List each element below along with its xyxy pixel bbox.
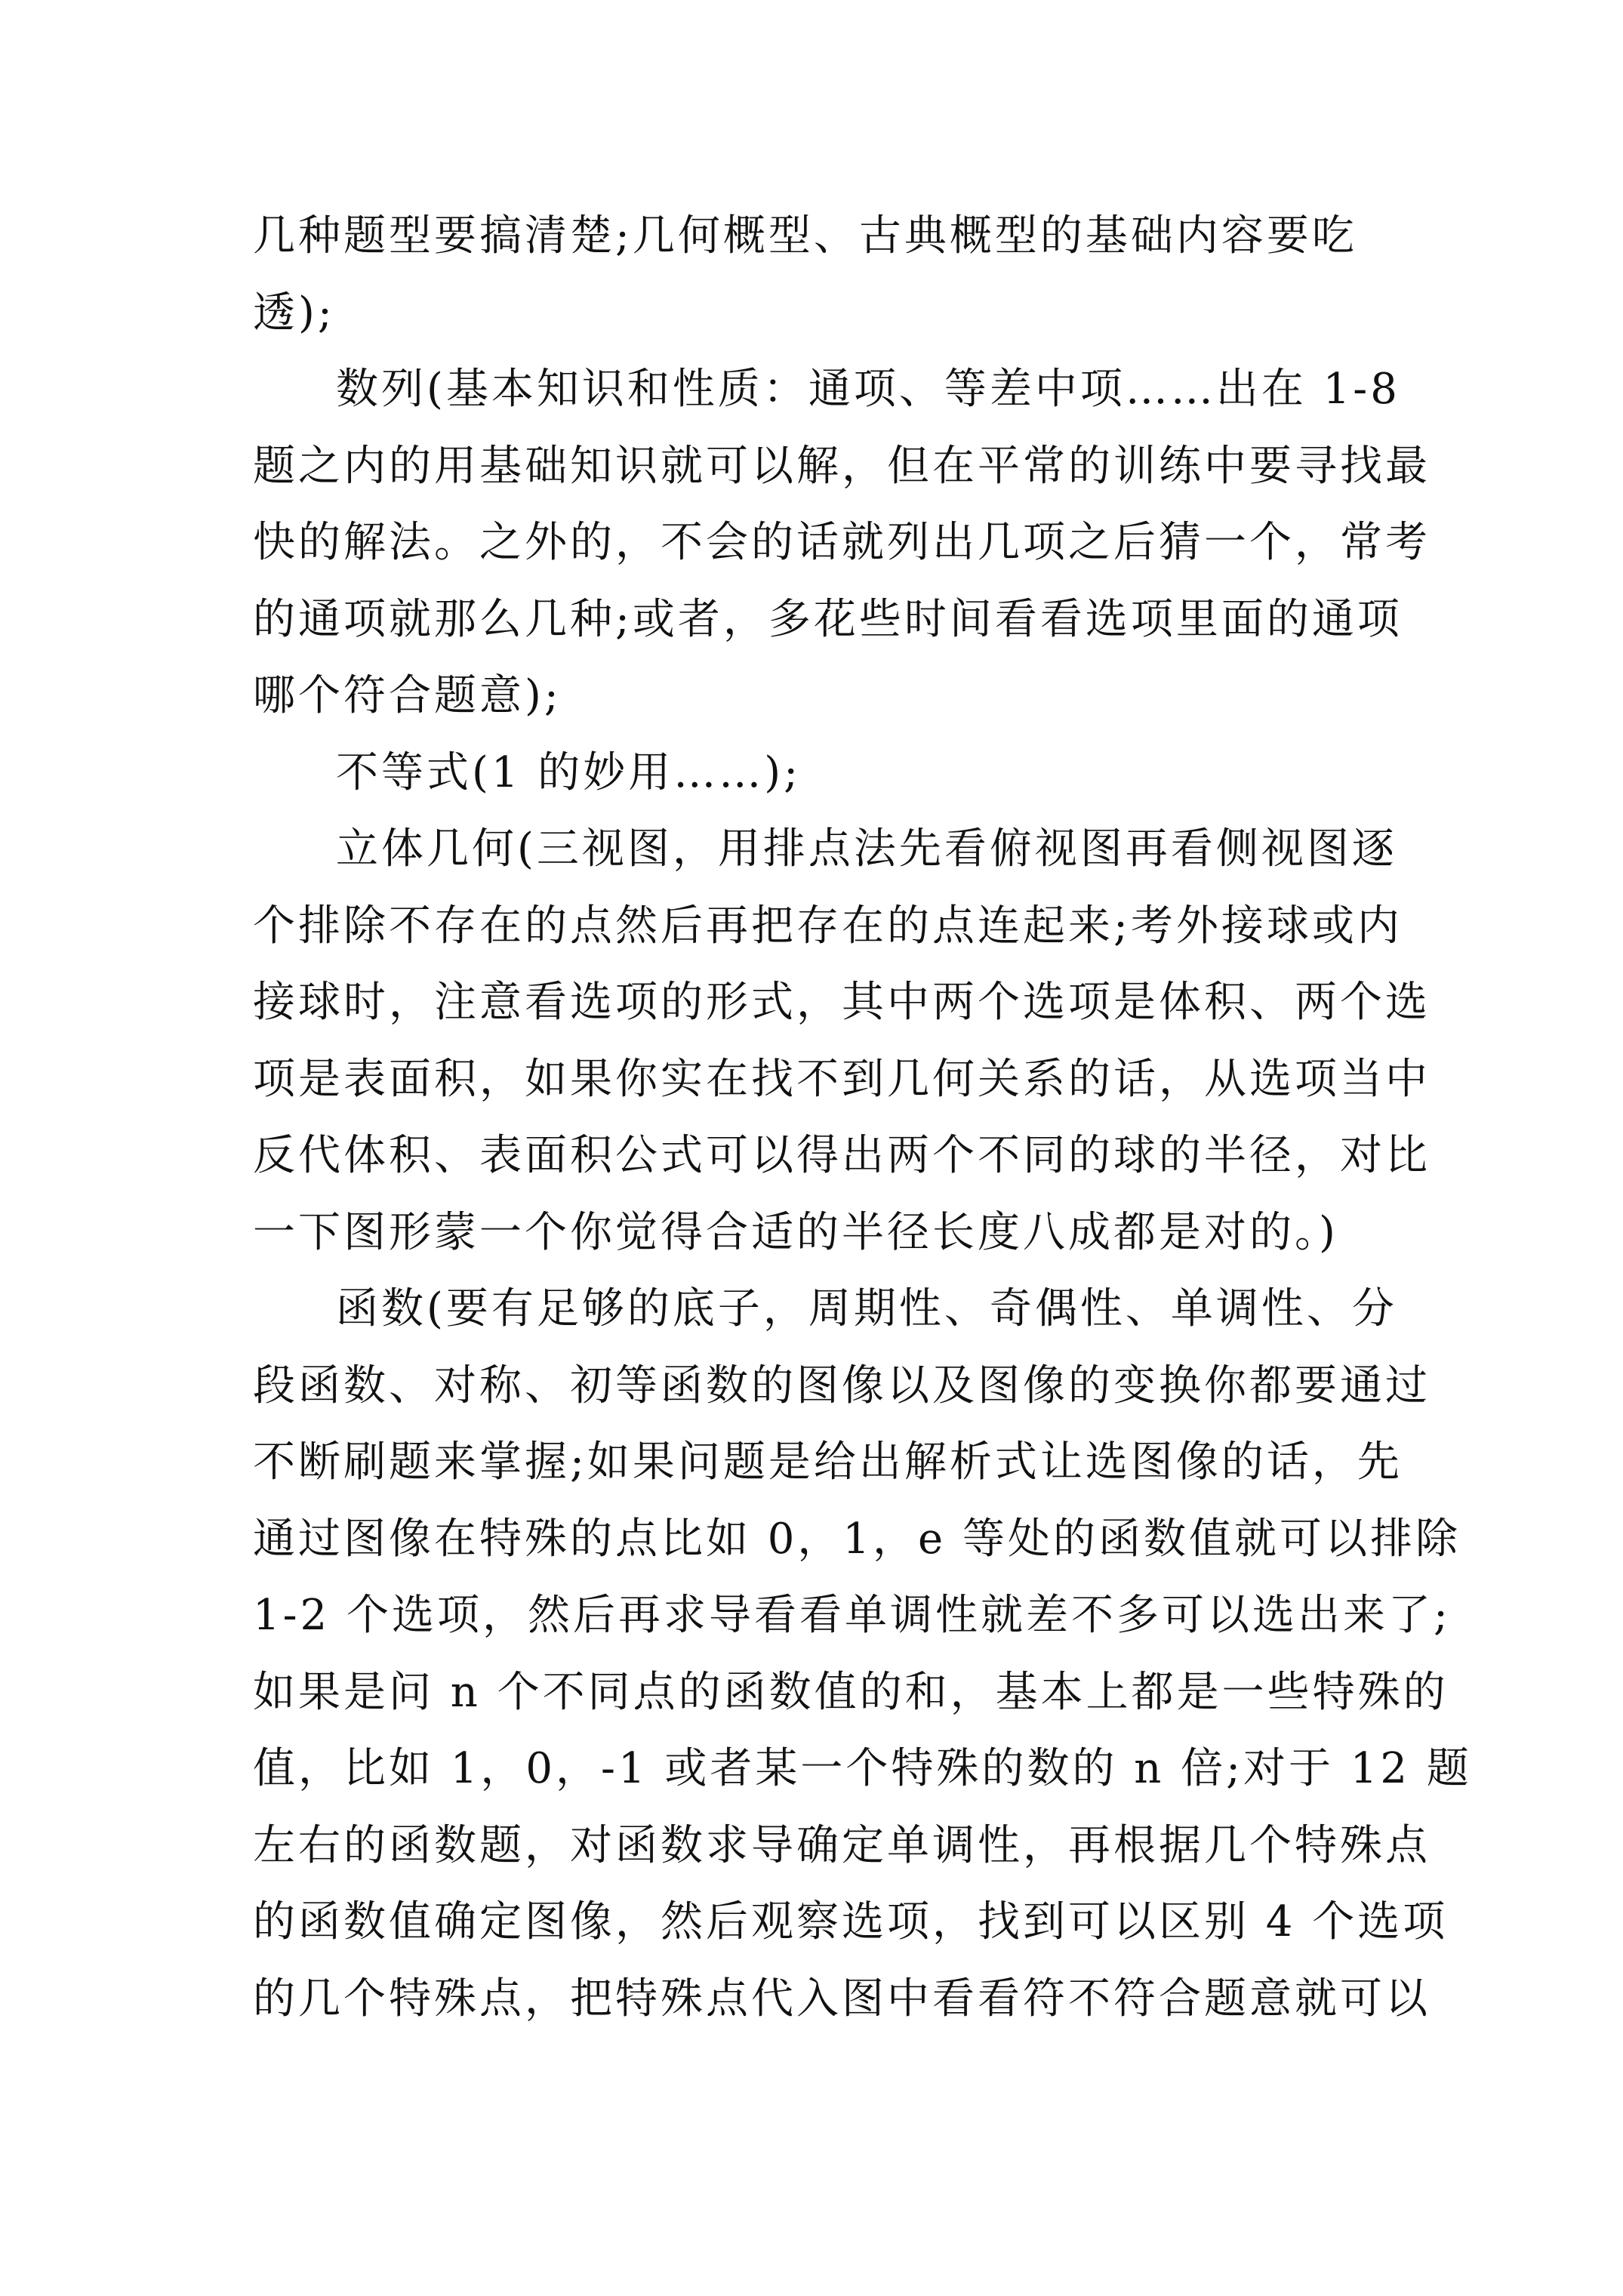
body-text bbox=[253, 198, 1472, 2037]
text-line: 几种题型要搞清楚;几何概型、古典概型的基础内容要吃 bbox=[253, 211, 1357, 260]
text-line: 透); bbox=[253, 288, 335, 337]
text-line: 题之内的用基础知识就可以解，但在平常的训练中要寻找最 bbox=[253, 441, 1431, 491]
text-line: 值，比如 1，0，-1 或者某一个特殊的数的 n 倍;对于 12 题 bbox=[253, 1744, 1472, 1793]
text-line: 项是表面积，如果你实在找不到几何关系的话，从选项当中 bbox=[253, 1054, 1431, 1104]
text-line: 反代体积、表面积公式可以得出两个不同的球的半径，对比 bbox=[253, 1131, 1431, 1180]
text-line: 左右的函数题，对函数求导确定单调性，再根据几个特殊点 bbox=[253, 1820, 1431, 1870]
text-line: 个排除不存在的点然后再把存在的点连起来;考外接球或内 bbox=[253, 901, 1403, 951]
text-line: 快的解法。之外的，不会的话就列出几项之后猜一个，常考 bbox=[253, 518, 1431, 567]
text-line: 不断刷题来掌握;如果问题是给出解析式让选图像的话，先 bbox=[253, 1438, 1403, 1487]
paragraph-start-solid-geometry: 立体几何(三视图，用排点法先看俯视图再看侧视图逐 bbox=[336, 824, 1397, 874]
text-line: 的几个特殊点，把特殊点代入图中看看符不符合题意就可以 bbox=[253, 1974, 1431, 2023]
text-line: 哪个符合题意); bbox=[253, 671, 562, 720]
paragraph-start-sequences: 数列(基本知识和性质：通项、等差中项……出在 1-8 bbox=[336, 365, 1400, 414]
text-line: 段函数、对称、初等函数的图像以及图像的变换你都要通过 bbox=[253, 1361, 1431, 1410]
paragraph-start-inequalities: 不等式(1 的妙用……); bbox=[336, 747, 801, 797]
text-line: 如果是问 n 个不同点的函数值的和，基本上都是一些特殊的 bbox=[253, 1667, 1449, 1717]
paragraph-start-functions: 函数(要有足够的底子，周期性、奇偶性、单调性、分 bbox=[336, 1284, 1397, 1333]
text-line: 1-2 个选项，然后再求导看看单调性就差不多可以选出来了; bbox=[253, 1591, 1451, 1640]
text-line: 一下图形蒙一个你觉得合适的半径长度八成都是对的。) bbox=[253, 1207, 1338, 1257]
text-line: 的通项就那么几种;或者，多花些时间看看选项里面的通项 bbox=[253, 594, 1403, 644]
text-line: 的函数值确定图像，然后观察选项，找到可以区别 4 个选项 bbox=[253, 1897, 1449, 1946]
text-line: 通过图像在特殊的点比如 0，1，e 等处的函数值就可以排除 bbox=[253, 1514, 1461, 1564]
text-line: 接球时，注意看选项的形式，其中两个选项是体积、两个选 bbox=[253, 978, 1431, 1027]
